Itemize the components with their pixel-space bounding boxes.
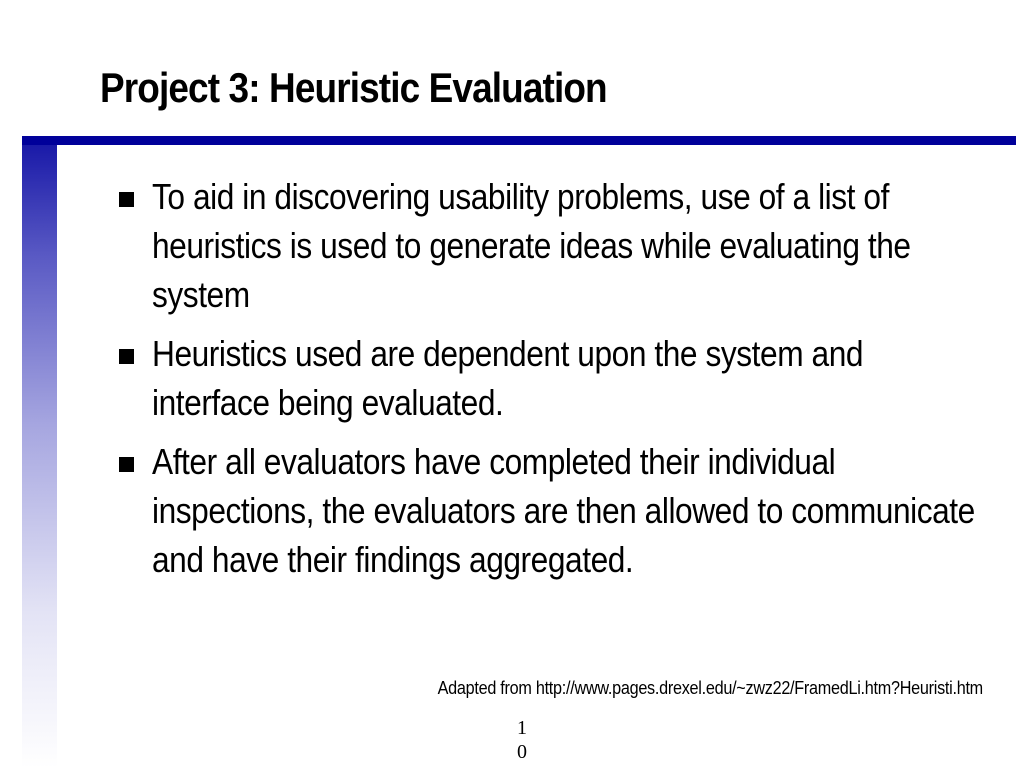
square-bullet-icon bbox=[119, 349, 134, 364]
square-bullet-icon bbox=[119, 457, 134, 472]
bullet-item bbox=[116, 329, 996, 427]
bullet-text: After all evaluators have completed their individual inspections, the evaluators are then allowed to communicate and have their findings aggregated. bbox=[152, 441, 975, 580]
bullet-text: To aid in discovering usability problems, use of a list of heuristics is used to generate ideas while evaluating the system bbox=[152, 176, 911, 315]
bullet-item bbox=[116, 172, 996, 319]
bullet-item bbox=[116, 437, 996, 584]
bullet-list bbox=[116, 172, 996, 594]
square-bullet-icon bbox=[119, 192, 134, 207]
slide-title: Project 3: Heuristic Evaluation bbox=[100, 64, 607, 111]
page-number: 10 bbox=[517, 717, 527, 763]
bullet-text: Heuristics used are dependent upon the system and interface being evaluated. bbox=[152, 333, 864, 423]
title-divider bbox=[22, 136, 1016, 145]
source-attribution: Adapted from http://www.pages.drexel.edu/~zwz22/FramedLi.htm?Heuristi.htm bbox=[437, 678, 983, 698]
side-gradient-bar bbox=[22, 145, 57, 768]
